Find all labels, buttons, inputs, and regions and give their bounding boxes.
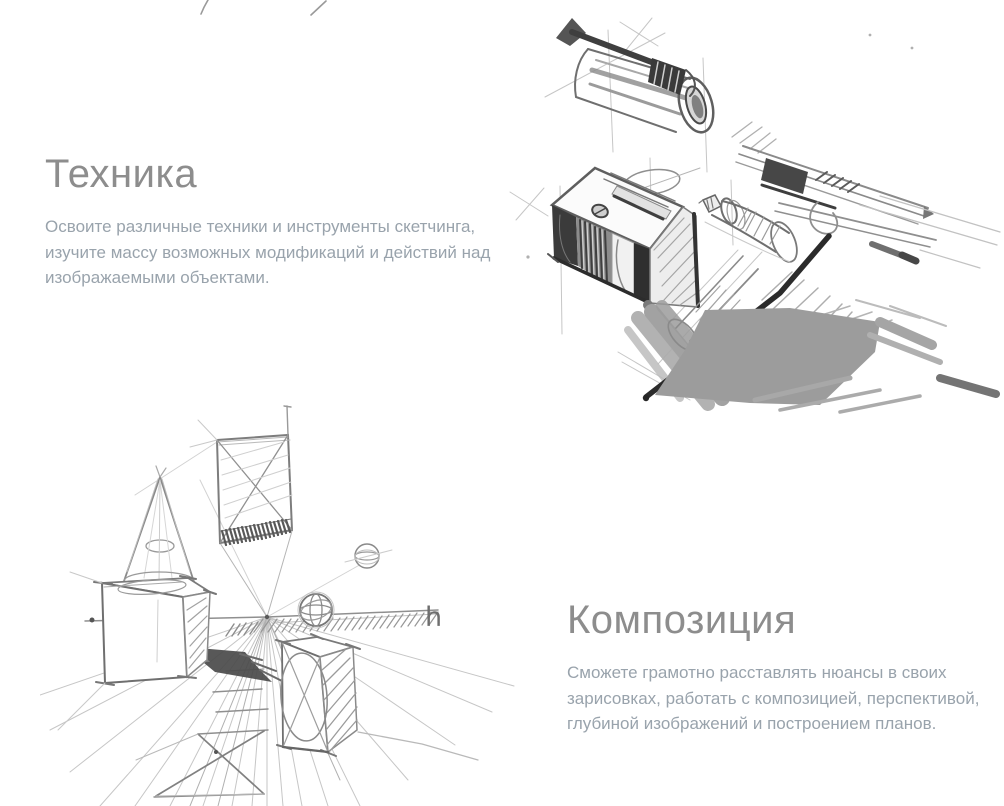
sketching-tools-illustration — [500, 0, 1004, 420]
description-line: Освоите различные техники и инструменты скетчинга, — [45, 217, 476, 236]
description-line: зарисовках, работать с композицией, перспективой, — [567, 688, 980, 708]
description-line: изучите массу возможных модификаций и действий над — [45, 242, 491, 262]
perspective-composition-illustration — [40, 400, 520, 806]
dark-nib-stroke — [940, 378, 996, 394]
horizon-left-dot — [90, 618, 95, 623]
top-sketch-fragments-decoration — [195, 0, 345, 18]
feature-description-composition — [567, 660, 987, 737]
description-line: Сможете грамотно расставлять нюансы в своих — [567, 663, 947, 682]
cone — [124, 466, 194, 590]
description-line: глубиной изображений и построением планов. — [567, 714, 937, 733]
description-line: изображаемыми объектами. — [45, 268, 270, 287]
pens-pair — [732, 122, 1000, 268]
feature-block-composition — [567, 596, 987, 737]
horizon-label: h — [425, 602, 443, 633]
large-sphere — [298, 592, 334, 628]
feature-heading-technique: Техника — [45, 152, 198, 196]
small-sphere — [345, 544, 392, 568]
tilted-square-plane — [190, 406, 292, 545]
vanishing-point-dot — [265, 615, 269, 619]
right-cube — [276, 634, 478, 760]
feature-heading-composition: Композиция — [567, 598, 797, 642]
marker-shadow-mass — [655, 300, 996, 412]
left-cube — [58, 572, 216, 730]
feature-block-technique — [45, 150, 491, 291]
feature-description-technique — [45, 214, 491, 291]
pen-clip — [761, 158, 808, 194]
pencil-sharpener — [548, 166, 700, 307]
